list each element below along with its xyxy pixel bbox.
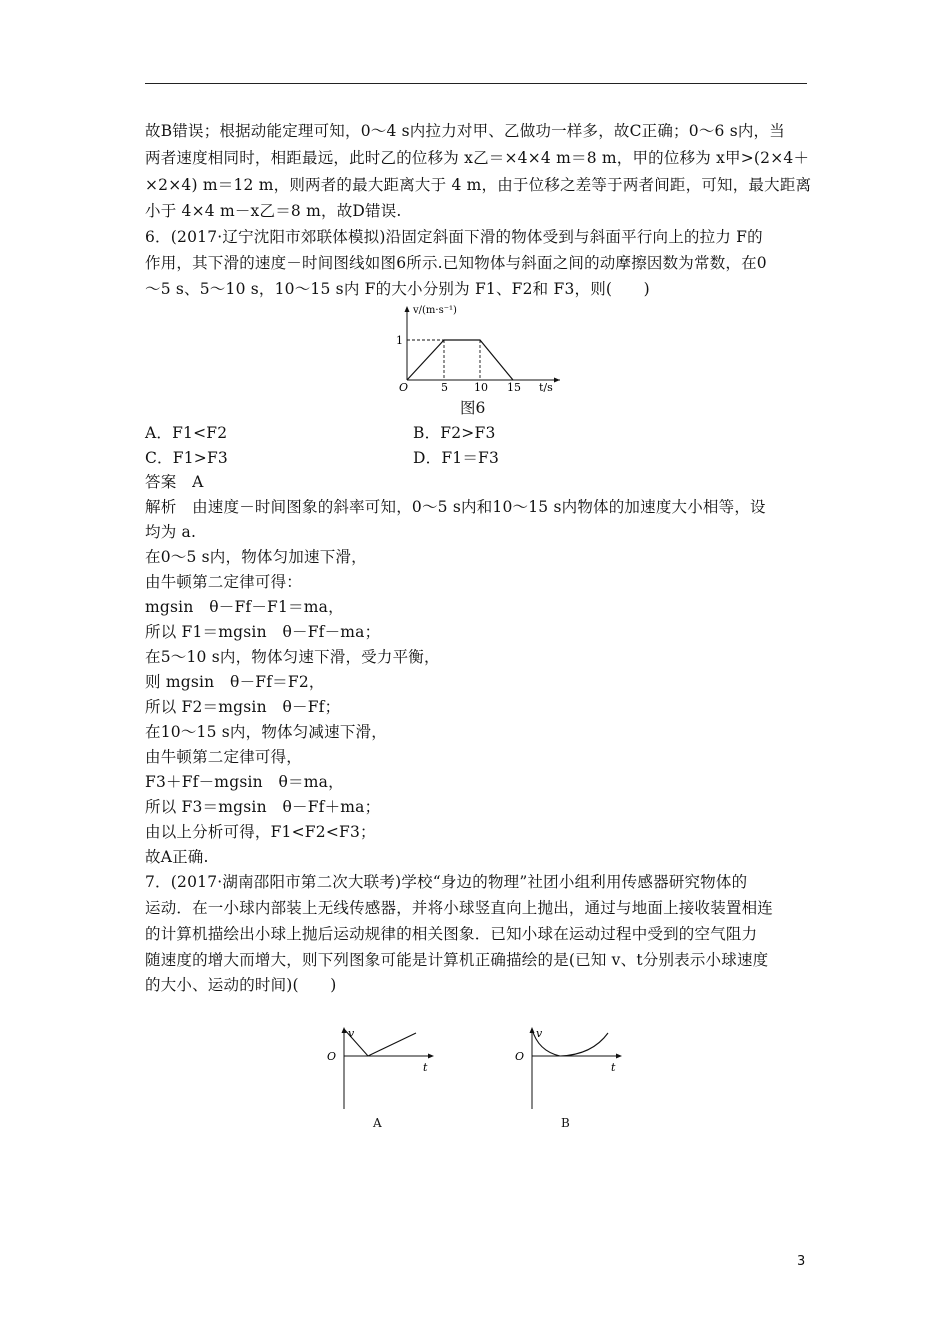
graph-a bbox=[322, 1025, 437, 1115]
analysis-line: 在0～5 s内，物体匀加速下滑， bbox=[145, 548, 367, 566]
y-tick-label: 1 bbox=[396, 334, 403, 347]
analysis-line: 由牛顿第二定律可得： bbox=[145, 573, 303, 591]
t-axis-label: t bbox=[611, 1061, 616, 1074]
analysis-line: 所以 F2＝mgsin θ－Ff； bbox=[145, 698, 341, 716]
y-axis-label: v/(m·s⁻¹) bbox=[413, 305, 457, 316]
y-axis-arrow bbox=[342, 1027, 347, 1033]
option-a: A．F1<F2 bbox=[145, 424, 228, 442]
question-6-line: ～5 s、5～10 s，10～15 s内 F的大小分别为 F1、F2和 F3，则( ) bbox=[145, 280, 650, 298]
x-tick-label: 10 bbox=[474, 381, 488, 392]
x-tick-label: 15 bbox=[507, 381, 521, 392]
question-7-line: 随速度的增大而增大，则下列图象可能是计算机正确描绘的是(已知 v、t分别表示小球速度 bbox=[145, 951, 769, 969]
graph-b bbox=[510, 1025, 625, 1115]
text-line: 故B错误；根据动能定理可知，0～4 s内拉力对甲、乙做功一样多，故C正确；0～6 s内，当 bbox=[145, 122, 785, 140]
y-axis-arrow bbox=[405, 306, 410, 312]
v-axis-label: v bbox=[348, 1027, 355, 1040]
answer-line: 答案 A bbox=[145, 473, 204, 491]
origin-label: O bbox=[327, 1050, 337, 1063]
option-c: C．F1>F3 bbox=[145, 449, 228, 467]
analysis-line: 在5～10 s内，物体匀速下滑，受力平衡， bbox=[145, 648, 440, 666]
analysis-line: 在10～15 s内，物体匀减速下滑， bbox=[145, 723, 387, 741]
x-axis-label: t/s bbox=[539, 381, 553, 392]
origin-label: O bbox=[399, 381, 409, 392]
analysis-line: 由以上分析可得，F1<F2<F3； bbox=[145, 823, 376, 841]
t-axis-arrow bbox=[616, 1054, 622, 1059]
t-axis-label: t bbox=[423, 1061, 428, 1074]
v-axis-label: v bbox=[536, 1027, 543, 1040]
graph-b-label: B bbox=[561, 1116, 570, 1130]
t-axis-arrow bbox=[428, 1054, 434, 1059]
header-rule bbox=[145, 83, 807, 84]
page-number: 3 bbox=[797, 1254, 806, 1269]
analysis-line: 则 mgsin θ－Ff＝F2， bbox=[145, 673, 325, 691]
question-7-line: 运动．在一小球内部装上无线传感器，并将小球竖直向上抛出，通过与地面上接收装置相连 bbox=[145, 899, 774, 917]
figure-6-vt-graph bbox=[395, 300, 565, 392]
analysis-line: 由牛顿第二定律可得， bbox=[145, 748, 303, 766]
option-d: D．F1＝F3 bbox=[413, 449, 500, 467]
analysis-line: F3＋Ff－mgsin θ＝ma， bbox=[145, 773, 344, 791]
text-line: ×2×4) m＝12 m，则两者的最大距离大于 4 m，由于位移之差等于两者间距，可知，最大距离 bbox=[145, 176, 812, 194]
analysis-line: 所以 F1＝mgsin θ－Ff－ma； bbox=[145, 623, 381, 641]
question-7-line: 的计算机描绘出小球上抛后运动规律的相关图象．已知小球在运动过程中受到的空气阻力 bbox=[145, 925, 758, 943]
question-6-line: 作用，其下滑的速度－时间图线如图6所示.已知物体与斜面之间的动摩擦因数为常数，在0 bbox=[145, 254, 767, 272]
analysis-line: 均为 a. bbox=[145, 523, 197, 541]
text-line: 两者速度相同时，相距最远，此时乙的位移为 x乙＝×4×4 m＝8 m，甲的位移为 x甲>(2×4＋ bbox=[145, 149, 810, 167]
x-axis-arrow bbox=[554, 378, 560, 383]
question-7-line: 的大小、运动的时间)( ) bbox=[145, 976, 337, 994]
velocity-curve bbox=[407, 340, 513, 380]
analysis-line: 解析 由速度－时间图象的斜率可知，0～5 s内和10～15 s内物体的加速度大小相等，设 bbox=[145, 498, 766, 516]
question-7-line: 7．(2017·湖南邵阳市第二次大联考)学校“身边的物理”社团小组利用传感器研究物体的 bbox=[145, 873, 748, 891]
figure-6-caption: 图6 bbox=[460, 399, 486, 417]
velocity-curve bbox=[532, 1029, 608, 1056]
text-line: 小于 4×4 m－x乙＝8 m，故D错误. bbox=[145, 202, 402, 220]
analysis-line: 所以 F3＝mgsin θ－Ff＋ma； bbox=[145, 798, 381, 816]
origin-label: O bbox=[515, 1050, 525, 1063]
analysis-line: mgsin θ－Ff－F1＝ma， bbox=[145, 598, 344, 616]
question-6-line: 6．(2017·辽宁沈阳市郊联体模拟)沿固定斜面下滑的物体受到与斜面平行向上的拉力 F的 bbox=[145, 228, 763, 246]
x-tick-label: 5 bbox=[441, 381, 448, 392]
velocity-curve bbox=[344, 1029, 416, 1056]
option-b: B．F2>F3 bbox=[413, 424, 496, 442]
graph-a-label: A bbox=[373, 1116, 382, 1130]
analysis-line: 故A正确. bbox=[145, 848, 209, 866]
